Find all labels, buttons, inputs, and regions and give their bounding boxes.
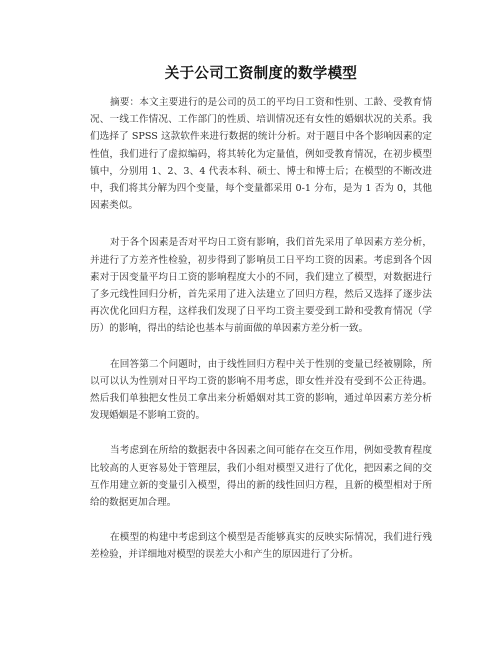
- document-body: [90, 94, 432, 564]
- document-title: 关于公司工资制度的数学模型: [164, 66, 358, 82]
- body-paragraph-method: 对于各个因素是否对平均日工资有影响，我们首先采用了单因素方差分析，并进行了方差齐性检验，初步得到了影响员工日平均工资的因素。考虑到各个因素对于因变量平均日工资的影响程度大小的不同，我们建立了模型，对数据进行了多元线性回归分析，首先采用了进入法建立了回归方程，然后又选择了逐步法再次优化回归方程，这样我们发现了日平均工资主要受到工龄和受教育情况（学历）的影响，得出的结论也基本与前面做的单因素方差分析一致。: [90, 237, 432, 335]
- body-paragraph-residual: 在模型的构建中考虑到这个模型是否能够真实的反映实际情况，我们进行残差检验，并详细地对模型的误差大小和产生的原因进行了分析。: [90, 532, 432, 561]
- abstract-paragraph: 摘要：本文主要进行的是公司的员工的平均日工资和性别、工龄、受教育情况、一线工作情况、工作部门的性质、培训情况还有女性的婚姻状况的关系。我们选择了 SPSS 这款软件来进行数据的统计分析。对于题目中各个影响因素的定性值，我们进行了虚拟编码，将其转化为定量值，例如受教育情况，在初步模型镇中，分别用 1、2、3、4 代表本科、硕士、博士和博士后；在模型的不断改进中，我们将其分解为四个变量，每个变量都采用 0-1 分布，是为 1 否为 0，其他因素类似。: [90, 97, 432, 212]
- body-paragraph-interaction: 当考虑到在所给的数据表中各因素之间可能存在交互作用，例如受教育程度比较高的人更容易处于管理层，我们小组对模型又进行了优化，把因素之间的交互作用建立新的变量引入模型，得出的新的线性回归方程，且新的模型相对于所给的数据更加合理。: [90, 445, 432, 509]
- body-paragraph-gender: 在回答第二个问题时，由于线性回归方程中关于性别的变量已经被剔除，所以可以认为性别对日平均工资的影响不用考虑，即女性并没有受到不公正待遇。然后我们单独把女性员工拿出来分析婚姻对其工资的影响，通过单因素方差分析发现婚姻是不影响工资的。: [90, 358, 432, 422]
